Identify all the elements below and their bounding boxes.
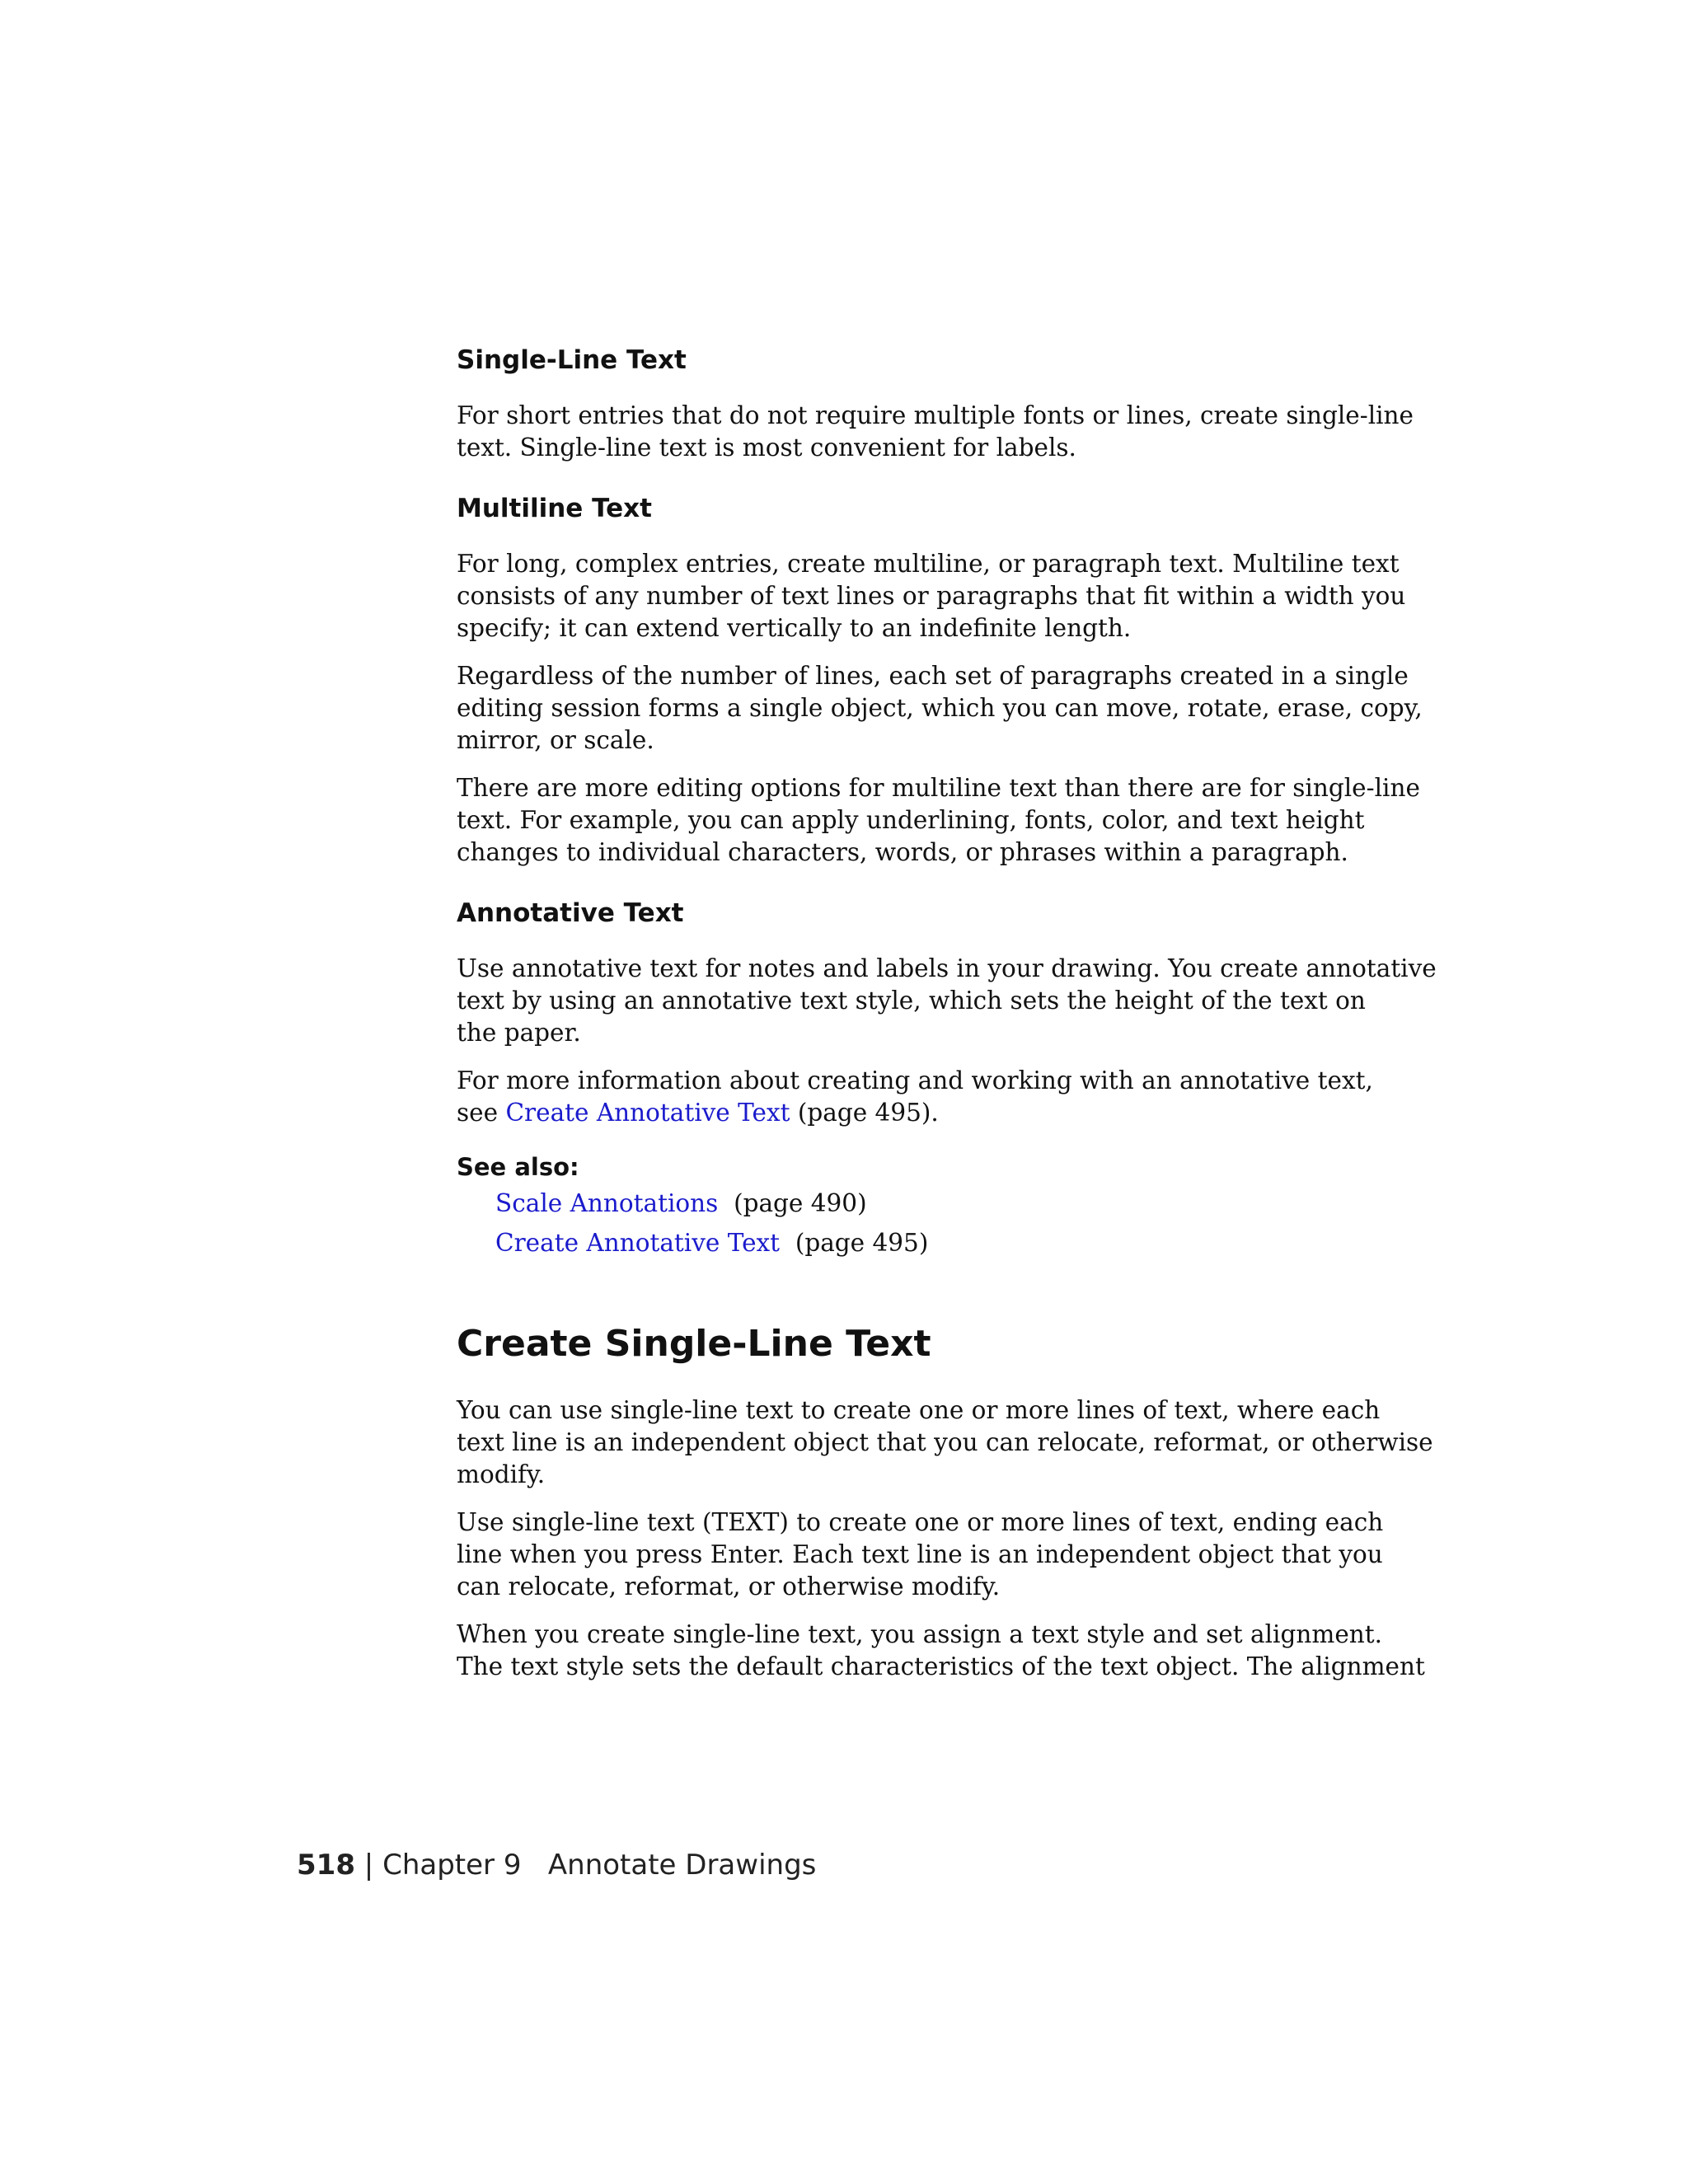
paragraph-single-line-text [457,400,1414,464]
footer-separator: | [363,1849,374,1882]
text-line: mirror, or scale. [457,726,654,754]
text-line: text. Single-line text is most convenient for labels. [457,434,1076,462]
text-line: For short entries that do not require multiple fonts or lines, create single-line [457,401,1414,429]
page-reference: (page 495) [795,1229,929,1257]
paragraph-multiline-3 [457,772,1420,869]
chapter-label: Chapter 9 [382,1849,522,1882]
link-create-annotative-text[interactable]: Create Annotative Text [505,1099,790,1127]
page-content [457,342,1437,1683]
paragraph-create-1 [457,1394,1433,1491]
text-line: changes to individual characters, words, or phrases within a paragraph. [457,838,1348,866]
section-heading-multiline-text: Multiline Text [457,494,652,523]
text-line: consists of any number of text lines or paragraphs that fit within a width you [457,582,1406,610]
text-line: specify; it can extend vertically to an indefinite length. [457,614,1132,642]
paragraph-multiline-1 [457,548,1406,644]
text-line: For long, complex entries, create multiline, or paragraph text. Multiline text [457,550,1400,578]
text-line: text. For example, you can apply underlining, fonts, color, and text height [457,806,1365,834]
text-line: can relocate, reformat, or otherwise modify. [457,1572,1001,1601]
paragraph-annotative-1 [457,953,1437,1049]
text-line: line when you press Enter. Each text line is an independent object that you [457,1540,1383,1568]
text-line: When you create single-line text, you assign a text style and set alignment. [457,1620,1383,1648]
see-also-item [457,1183,1347,1223]
page-number: 518 [297,1849,355,1882]
chapter-title: Annotate Drawings [547,1849,817,1882]
page-reference: (page 490) [734,1189,867,1217]
paragraph-multiline-2 [457,660,1423,757]
link-create-annotative-text[interactable]: Create Annotative Text [495,1229,781,1257]
text-line: Use single-line text (TEXT) to create one or more lines of text, ending each [457,1508,1384,1536]
paragraph-create-3 [457,1619,1425,1683]
see-also-item [457,1223,1347,1263]
paragraph-create-2 [457,1507,1384,1603]
text-line: For more information about creating and working with an annotative text, [457,1066,1373,1094]
link-scale-annotations[interactable]: Scale Annotations [495,1189,719,1217]
text-line: the paper. [457,1019,581,1047]
see-also-label: See also: [457,1153,579,1181]
section-heading-annotative-text: Annotative Text [457,898,684,928]
paragraph-annotative-2 [457,1065,1373,1129]
text-line: text by using an annotative text style, which sets the height of the text on [457,987,1366,1015]
text-line: editing session forms a single object, which you can move, rotate, erase, copy, [457,694,1423,722]
text-line: You can use single-line text to create one or more lines of text, where each [457,1396,1381,1424]
text-prefix: see [457,1099,506,1127]
text-line: Use annotative text for notes and labels in your drawing. You create annotative [457,954,1437,982]
page-footer [297,1844,816,1886]
section-heading-single-line-text: Single-Line Text [457,345,687,375]
page-reference: (page 495). [790,1099,939,1127]
section-heading-create-single-line-text: Create Single-Line Text [457,1323,931,1365]
text-line: The text style sets the default characteristics of the text object. The alignment [457,1652,1425,1680]
text-line: text line is an independent object that you can relocate, reformat, or otherwise [457,1428,1433,1456]
text-line: There are more editing options for multiline text than there are for single-line [457,774,1420,802]
text-line: Regardless of the number of lines, each set of paragraphs created in a single [457,662,1409,690]
text-line: modify. [457,1460,546,1488]
